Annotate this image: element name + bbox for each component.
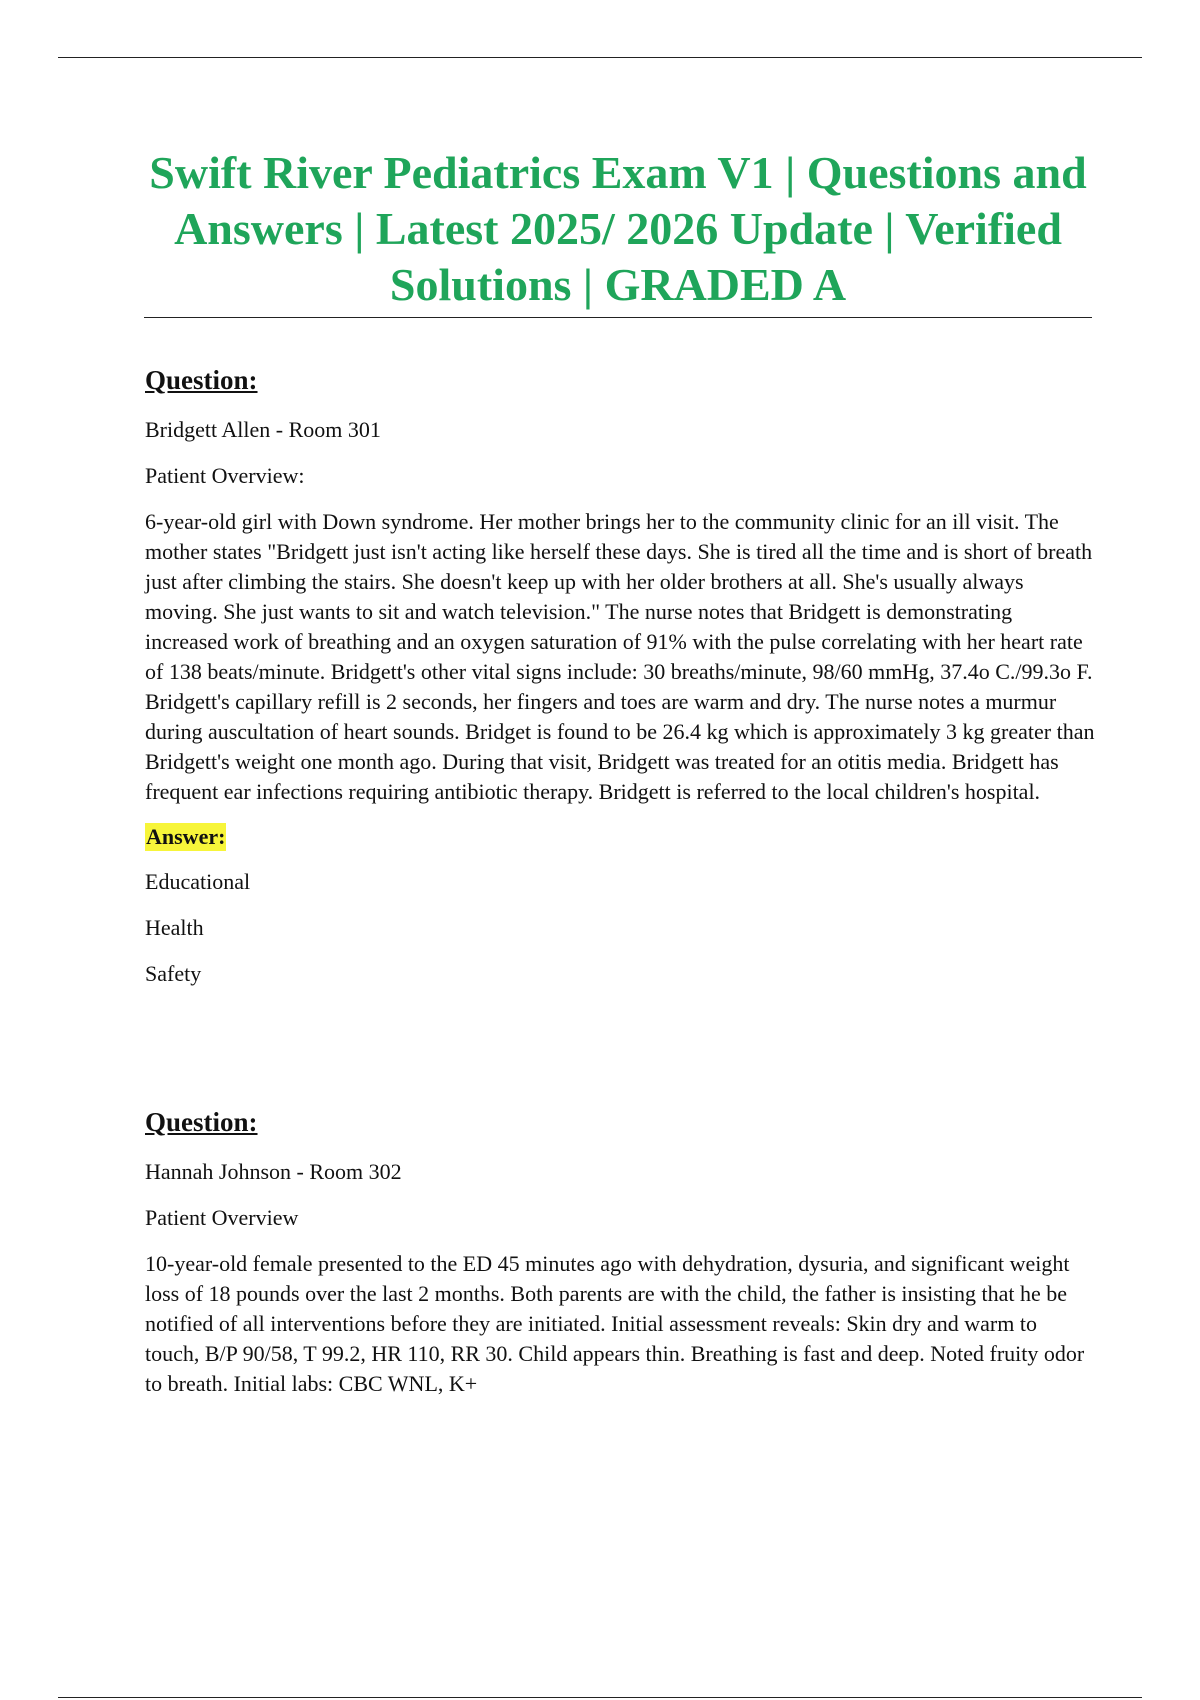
answer-item: Safety bbox=[145, 961, 202, 986]
title-block bbox=[144, 145, 1092, 318]
answer-item: Educational bbox=[145, 869, 251, 894]
patient-overview-label: Patient Overview: bbox=[145, 463, 305, 488]
document-title: Swift River Pediatrics Exam V1 | Questions and Answers | Latest 2025/ 2026 Update | Verified Solutions | GRADED A bbox=[149, 147, 1087, 310]
patient-overview-text: 10-year-old female presented to the ED 45 minutes ago with dehydration, dysuria, and significant weight loss of 18 pounds over the last 2 months. Both parents are with the child, the father is insisting that he be notified of all interventions before they are initiated. Initial assessment reveals: Skin dry and warm to touch, B/P 90/58, T 99.2, HR 110, RR 30. Child appears thin. Breathing is fast and deep. Noted fruity odor to breath. Initial labs: CBC WNL, K+ bbox=[145, 1251, 1085, 1396]
question-block-1 bbox=[145, 363, 1095, 989]
answer-item: Health bbox=[145, 915, 204, 940]
header-rule bbox=[58, 57, 1142, 58]
question-heading: Question: bbox=[145, 1107, 258, 1137]
document-body bbox=[145, 363, 1095, 1415]
answer-label: Answer: bbox=[146, 824, 226, 849]
footer-rule bbox=[58, 1697, 1142, 1698]
patient-overview-label: Patient Overview bbox=[145, 1205, 299, 1230]
section-spacer bbox=[145, 1005, 1095, 1105]
question-block-2 bbox=[145, 1105, 1095, 1399]
question-heading: Question: bbox=[145, 365, 258, 395]
patient-name-room: Hannah Johnson - Room 302 bbox=[145, 1159, 402, 1184]
patient-name-room: Bridgett Allen - Room 301 bbox=[145, 417, 381, 442]
patient-overview-text: 6-year-old girl with Down syndrome. Her mother brings her to the community clinic for an ill visit. The mother states "Bridgett just isn't acting like herself these days. She is tired all the time and is short of breath just after climbing the stairs. She doesn't keep up with her older brothers at all. She's usually always moving. She just wants to sit and watch television." The nurse notes that Bridgett is demonstrating increased work of breathing and an oxygen saturation of 91% with the pulse correlating with her heart rate of 138 beats/minute. Bridgett's other vital signs include: 30 breaths/minute, 98/60 mmHg, 37.4o C./99.3o F. Bridgett's capillary refill is 2 seconds, her fingers and toes are warm and dry. The nurse notes a murmur during auscultation of heart sounds. Bridget is found to be 26.4 kg which is approximately 3 kg greater than Bridgett's weight one month ago. During that visit, Bridgett was treated for an otitis media. Bridgett has frequent ear infections requiring antibiotic therapy. Bridgett is referred to the local children's hospital. bbox=[145, 509, 1095, 804]
